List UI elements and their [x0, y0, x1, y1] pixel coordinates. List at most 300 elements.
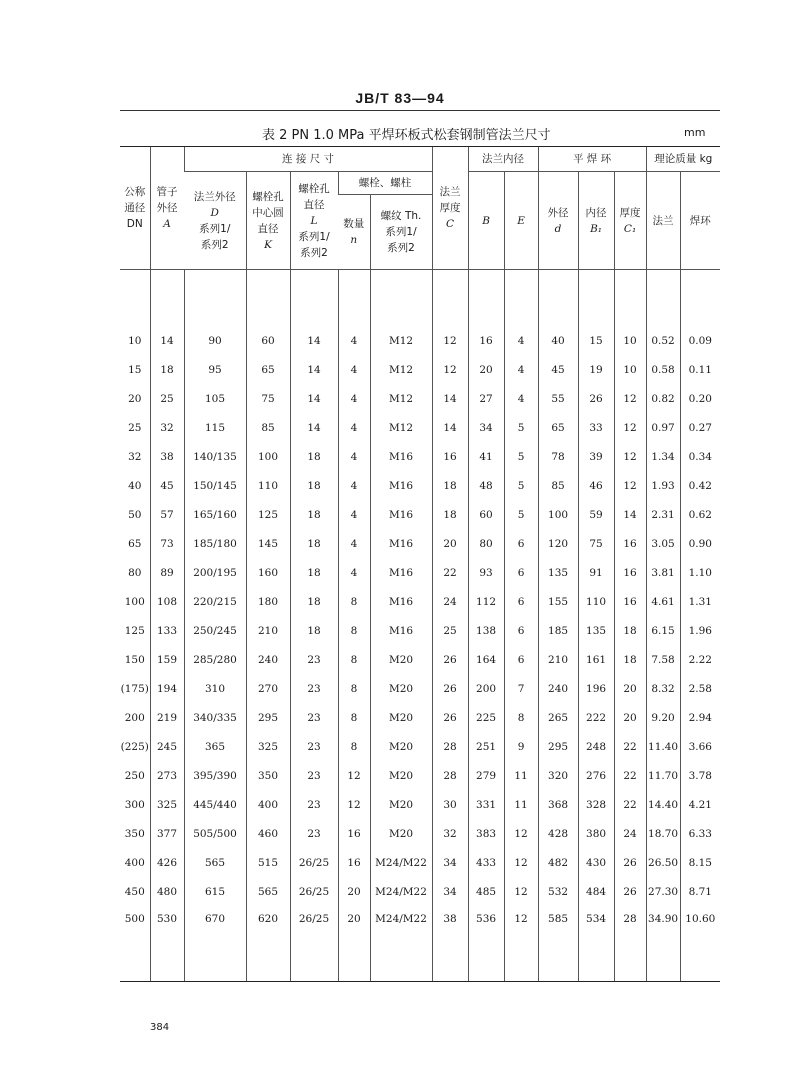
cell-flange-od: 615	[184, 877, 246, 906]
cell-bolt-circle: 145	[246, 529, 290, 558]
cell-dn: 32	[128, 450, 142, 463]
cell-ring-id: 39	[578, 442, 614, 471]
spacer-cell	[370, 270, 432, 327]
cell-dn: 100	[124, 595, 145, 608]
cell-pipe-od: 38	[150, 442, 184, 471]
cell-bolt-hole: 23	[290, 761, 338, 790]
cell-bore-b: 225	[468, 703, 504, 732]
cell-bolt-circle: 400	[246, 790, 290, 819]
cell-flange-od: 200/195	[184, 558, 246, 587]
cell-pipe-od: 159	[150, 645, 184, 674]
cell-ring-od: 40	[538, 326, 578, 355]
cell-bolt-qty: 12	[338, 761, 370, 790]
cell-dn: 125	[124, 624, 145, 637]
cell-bore-b: 164	[468, 645, 504, 674]
cell-flange-od: 285/280	[184, 645, 246, 674]
cell-flange-od: 140/135	[184, 442, 246, 471]
cell-bolt-circle: 210	[246, 616, 290, 645]
table-row	[120, 500, 720, 529]
cell-thread: M12	[370, 355, 432, 384]
cell-dn: 15	[128, 363, 142, 376]
cell-mass-ring: 1.31	[680, 587, 720, 616]
cell-ring-od: 100	[538, 500, 578, 529]
table-row	[120, 326, 720, 355]
cell-ring-od: 78	[538, 442, 578, 471]
cell-mass-ring: 1.96	[680, 616, 720, 645]
table-row	[120, 587, 720, 616]
cell-flange-thickness: 34	[432, 848, 468, 877]
cell-bolt-qty: 8	[338, 587, 370, 616]
cell-pipe-od: 219	[150, 703, 184, 732]
cell-flange-od: 310	[184, 674, 246, 703]
cell-mass-flange: 6.15	[646, 616, 680, 645]
cell-bolt-hole: 23	[290, 790, 338, 819]
cell-flange-thickness: 20	[432, 529, 468, 558]
cell-dn: 300	[124, 798, 145, 811]
cell-bolt-hole: 14	[290, 355, 338, 384]
header-mass-flange: 法兰	[646, 172, 680, 270]
cell-bore-e: 6	[504, 587, 538, 616]
cell-flange-thickness: 26	[432, 674, 468, 703]
cell-mass-flange: 0.58	[646, 355, 680, 384]
cell-bolt-circle: 325	[246, 732, 290, 761]
cell-ring-id: 91	[578, 558, 614, 587]
cell-bolt-hole: 18	[290, 442, 338, 471]
cell-bolt-circle: 460	[246, 819, 290, 848]
cell-ring-od: 428	[538, 819, 578, 848]
cell-ring-id: 430	[578, 848, 614, 877]
cell-ring-id: 380	[578, 819, 614, 848]
cell-bolt-qty: 8	[338, 645, 370, 674]
spacer-cell	[120, 270, 150, 327]
cell-bolt-circle: 60	[246, 326, 290, 355]
cell-ring-thickness: 12	[614, 471, 646, 500]
header-bolt-hole: 螺栓孔 直径 L 系列1/ 系列2	[290, 172, 338, 270]
cell-ring-id: 135	[578, 616, 614, 645]
cell-bore-b: 138	[468, 616, 504, 645]
cell-bore-b: 331	[468, 790, 504, 819]
cell-bolt-circle: 295	[246, 703, 290, 732]
cell-bore-e: 6	[504, 558, 538, 587]
cell-flange-od: 250/245	[184, 616, 246, 645]
cell-bore-e: 12	[504, 877, 538, 906]
cell-flange-od: 165/160	[184, 500, 246, 529]
cell-ring-id: 110	[578, 587, 614, 616]
cell-ring-od: 265	[538, 703, 578, 732]
cell-thread: M24/M22	[370, 877, 432, 906]
cell-bolt-qty: 4	[338, 500, 370, 529]
header-pipe-od: 管子 外径 A	[150, 147, 184, 270]
cell-bore-b: 279	[468, 761, 504, 790]
header-flange-od: 法兰外径 D 系列1/ 系列2	[184, 172, 246, 270]
cell-bore-e: 5	[504, 442, 538, 471]
cell-ring-id: 248	[578, 732, 614, 761]
cell-bolt-qty: 20	[338, 906, 370, 982]
cell-thread: M20	[370, 645, 432, 674]
cell-dn: 20	[128, 392, 142, 405]
table-row	[120, 616, 720, 645]
cell-mass-flange: 18.70	[646, 819, 680, 848]
cell-mass-ring: 0.09	[680, 326, 720, 355]
cell-flange-od: 445/440	[184, 790, 246, 819]
cell-thread: M16	[370, 558, 432, 587]
cell-pipe-od: 25	[150, 384, 184, 413]
cell-thread: M16	[370, 529, 432, 558]
cell-mass-ring: 2.58	[680, 674, 720, 703]
header-ring-thickness: 厚度 C₁	[614, 172, 646, 270]
cell-pipe-od: 89	[150, 558, 184, 587]
cell-mass-flange: 4.61	[646, 587, 680, 616]
cell-ring-od: 65	[538, 413, 578, 442]
cell-bore-b: 27	[468, 384, 504, 413]
cell-thread: M20	[370, 790, 432, 819]
cell-bore-b: 41	[468, 442, 504, 471]
spacer-cell	[290, 270, 338, 327]
cell-bolt-hole: 26/25	[290, 848, 338, 877]
cell-pipe-od: 32	[150, 413, 184, 442]
cell-flange-thickness: 24	[432, 587, 468, 616]
header-bolt-qty: 数量 n	[338, 195, 370, 270]
cell-bolt-circle: 565	[246, 877, 290, 906]
cell-ring-od: 155	[538, 587, 578, 616]
cell-ring-thickness: 18	[614, 645, 646, 674]
cell-ring-thickness: 22	[614, 732, 646, 761]
cell-bore-b: 16	[468, 326, 504, 355]
cell-flange-od: 185/180	[184, 529, 246, 558]
header-flange-thickness: 法兰 厚度 C	[432, 147, 468, 270]
cell-pipe-od: 57	[150, 500, 184, 529]
cell-ring-id: 33	[578, 413, 614, 442]
cell-bore-b: 485	[468, 877, 504, 906]
cell-ring-thickness: 12	[614, 442, 646, 471]
spacer-cell	[646, 270, 680, 327]
table-row	[120, 355, 720, 384]
cell-mass-flange: 11.40	[646, 732, 680, 761]
cell-pipe-od: 45	[150, 471, 184, 500]
table-caption: 表 2 PN 1.0 MPa 平焊环板式松套钢制管法兰尺寸	[262, 128, 551, 143]
cell-ring-od: 210	[538, 645, 578, 674]
header-ring-od: 外径 d	[538, 172, 578, 270]
cell-ring-id: 534	[578, 906, 614, 982]
cell-flange-thickness: 18	[432, 500, 468, 529]
cell-bolt-circle: 75	[246, 384, 290, 413]
cell-mass-ring: 8.15	[680, 848, 720, 877]
spacer-cell	[504, 270, 538, 327]
cell-flange-od: 395/390	[184, 761, 246, 790]
cell-pipe-od: 133	[150, 616, 184, 645]
cell-flange-od: 90	[184, 326, 246, 355]
cell-mass-flange: 27.30	[646, 877, 680, 906]
table-row	[120, 384, 720, 413]
cell-bolt-hole: 18	[290, 500, 338, 529]
cell-mass-ring: 8.71	[680, 877, 720, 906]
cell-mass-ring: 10.60	[680, 906, 720, 982]
cell-flange-od: 670	[184, 906, 246, 982]
cell-ring-thickness: 28	[614, 906, 646, 982]
cell-ring-od: 368	[538, 790, 578, 819]
table-row	[120, 848, 720, 877]
cell-ring-thickness: 18	[614, 616, 646, 645]
cell-bore-e: 4	[504, 384, 538, 413]
cell-flange-od: 115	[184, 413, 246, 442]
cell-pipe-od: 18	[150, 355, 184, 384]
cell-flange-od: 150/145	[184, 471, 246, 500]
cell-ring-od: 585	[538, 906, 578, 982]
cell-bore-b: 112	[468, 587, 504, 616]
cell-bolt-hole: 18	[290, 587, 338, 616]
cell-flange-thickness: 26	[432, 703, 468, 732]
cell-pipe-od: 273	[150, 761, 184, 790]
cell-flange-thickness: 22	[432, 558, 468, 587]
table-row	[120, 413, 720, 442]
cell-mass-ring: 4.21	[680, 790, 720, 819]
table-row	[120, 877, 720, 906]
cell-ring-id: 15	[578, 326, 614, 355]
cell-bolt-qty: 4	[338, 384, 370, 413]
cell-bolt-circle: 270	[246, 674, 290, 703]
cell-ring-thickness: 26	[614, 877, 646, 906]
cell-mass-flange: 2.31	[646, 500, 680, 529]
cell-ring-od: 295	[538, 732, 578, 761]
cell-flange-od: 105	[184, 384, 246, 413]
cell-dn: 40	[128, 479, 142, 492]
cell-bore-b: 433	[468, 848, 504, 877]
cell-pipe-od: 426	[150, 848, 184, 877]
cell-bore-e: 8	[504, 703, 538, 732]
cell-bolt-qty: 4	[338, 355, 370, 384]
cell-ring-od: 45	[538, 355, 578, 384]
table-row	[120, 529, 720, 558]
cell-flange-thickness: 18	[432, 471, 468, 500]
cell-thread: M20	[370, 761, 432, 790]
cell-ring-id: 26	[578, 384, 614, 413]
spacer-cell	[184, 270, 246, 327]
cell-ring-id: 59	[578, 500, 614, 529]
cell-bore-e: 6	[504, 645, 538, 674]
cell-flange-thickness: 16	[432, 442, 468, 471]
cell-flange-thickness: 14	[432, 413, 468, 442]
cell-flange-thickness: 25	[432, 616, 468, 645]
flange-table-container	[120, 146, 720, 982]
table-row	[120, 674, 720, 703]
spacer-cell	[150, 270, 184, 327]
table-row	[120, 471, 720, 500]
cell-bolt-qty: 4	[338, 529, 370, 558]
cell-flange-thickness: 30	[432, 790, 468, 819]
table-row	[120, 790, 720, 819]
cell-mass-flange: 7.58	[646, 645, 680, 674]
cell-mass-ring: 6.33	[680, 819, 720, 848]
cell-bolt-qty: 8	[338, 674, 370, 703]
cell-flange-thickness: 38	[432, 906, 468, 982]
cell-ring-id: 276	[578, 761, 614, 790]
cell-mass-flange: 11.70	[646, 761, 680, 790]
page-number: 384	[150, 1022, 170, 1033]
header-connection-group: 连 接 尺 寸	[184, 147, 432, 172]
flange-dimension-table	[120, 146, 720, 982]
cell-bolt-circle: 350	[246, 761, 290, 790]
cell-bore-b: 536	[468, 906, 504, 982]
cell-ring-id: 19	[578, 355, 614, 384]
cell-dn: 65	[128, 537, 142, 550]
cell-ring-od: 532	[538, 877, 578, 906]
cell-bolt-hole: 23	[290, 819, 338, 848]
cell-bore-e: 6	[504, 616, 538, 645]
spacer-cell	[538, 270, 578, 327]
table-row	[120, 558, 720, 587]
cell-bolt-circle: 160	[246, 558, 290, 587]
cell-ring-id: 328	[578, 790, 614, 819]
cell-pipe-od: 14	[150, 326, 184, 355]
cell-bolt-circle: 515	[246, 848, 290, 877]
cell-bolt-qty: 4	[338, 326, 370, 355]
cell-dn: 450	[124, 885, 145, 898]
cell-bolt-qty: 8	[338, 703, 370, 732]
cell-mass-ring: 2.94	[680, 703, 720, 732]
cell-bolt-qty: 4	[338, 558, 370, 587]
cell-mass-flange: 0.52	[646, 326, 680, 355]
cell-bolt-circle: 85	[246, 413, 290, 442]
cell-pipe-od: 530	[150, 906, 184, 982]
cell-ring-thickness: 24	[614, 819, 646, 848]
cell-bore-e: 12	[504, 848, 538, 877]
spacer-cell	[432, 270, 468, 327]
cell-ring-thickness: 12	[614, 384, 646, 413]
cell-flange-thickness: 12	[432, 355, 468, 384]
cell-dn: 25	[128, 421, 142, 434]
cell-dn: 150	[124, 653, 145, 666]
cell-bore-e: 11	[504, 761, 538, 790]
cell-flange-od: 95	[184, 355, 246, 384]
cell-dn: 50	[128, 508, 142, 521]
cell-bore-e: 7	[504, 674, 538, 703]
cell-pipe-od: 73	[150, 529, 184, 558]
cell-dn: 250	[124, 769, 145, 782]
header-bolt-group: 螺栓、螺柱	[338, 172, 432, 195]
header-mass-group: 理论质量 kg	[646, 147, 720, 172]
cell-dn: (225)	[120, 740, 149, 753]
cell-dn: 10	[128, 334, 142, 347]
cell-bore-e: 6	[504, 529, 538, 558]
cell-ring-thickness: 22	[614, 761, 646, 790]
cell-ring-od: 240	[538, 674, 578, 703]
cell-bore-e: 9	[504, 732, 538, 761]
cell-thread: M16	[370, 616, 432, 645]
cell-bolt-hole: 14	[290, 384, 338, 413]
cell-ring-od: 185	[538, 616, 578, 645]
cell-thread: M16	[370, 500, 432, 529]
cell-bolt-qty: 16	[338, 819, 370, 848]
cell-ring-od: 85	[538, 471, 578, 500]
cell-ring-thickness: 20	[614, 703, 646, 732]
cell-bolt-qty: 8	[338, 616, 370, 645]
cell-bolt-hole: 18	[290, 616, 338, 645]
cell-ring-od: 135	[538, 558, 578, 587]
cell-bolt-qty: 4	[338, 442, 370, 471]
cell-bolt-hole: 14	[290, 326, 338, 355]
cell-flange-od: 565	[184, 848, 246, 877]
cell-dn: 500	[120, 906, 150, 982]
header-dn: 公称 通径 DN	[120, 147, 150, 270]
cell-mass-ring: 0.27	[680, 413, 720, 442]
cell-ring-thickness: 12	[614, 413, 646, 442]
cell-bolt-hole: 23	[290, 732, 338, 761]
cell-bolt-hole: 26/25	[290, 906, 338, 982]
cell-bore-b: 93	[468, 558, 504, 587]
header-ring-group: 平 焊 环	[538, 147, 646, 172]
cell-bore-b: 251	[468, 732, 504, 761]
unit-label: mm	[684, 126, 706, 139]
cell-flange-thickness: 12	[432, 326, 468, 355]
cell-pipe-od: 245	[150, 732, 184, 761]
cell-bolt-circle: 110	[246, 471, 290, 500]
cell-mass-flange: 26.50	[646, 848, 680, 877]
cell-mass-ring: 3.66	[680, 732, 720, 761]
spacer-cell	[578, 270, 614, 327]
spacer-cell	[614, 270, 646, 327]
cell-bolt-circle: 240	[246, 645, 290, 674]
cell-ring-thickness: 10	[614, 355, 646, 384]
cell-mass-ring: 1.10	[680, 558, 720, 587]
cell-bolt-hole: 14	[290, 413, 338, 442]
cell-flange-thickness: 34	[432, 877, 468, 906]
cell-dn: 200	[124, 711, 145, 724]
cell-mass-flange: 1.34	[646, 442, 680, 471]
cell-bore-b: 34	[468, 413, 504, 442]
cell-bolt-hole: 23	[290, 703, 338, 732]
table-row	[120, 906, 720, 982]
cell-ring-thickness: 16	[614, 558, 646, 587]
cell-thread: M16	[370, 471, 432, 500]
header-rule	[120, 110, 720, 111]
table-row	[120, 761, 720, 790]
cell-bolt-circle: 180	[246, 587, 290, 616]
cell-thread: M12	[370, 413, 432, 442]
cell-flange-thickness: 14	[432, 384, 468, 413]
cell-mass-flange: 9.20	[646, 703, 680, 732]
cell-ring-od: 320	[538, 761, 578, 790]
cell-pipe-od: 377	[150, 819, 184, 848]
cell-bore-b: 383	[468, 819, 504, 848]
cell-flange-thickness: 28	[432, 732, 468, 761]
cell-dn: 400	[124, 856, 145, 869]
cell-bolt-qty: 4	[338, 471, 370, 500]
cell-bolt-qty: 8	[338, 732, 370, 761]
spacer-cell	[246, 270, 290, 327]
cell-pipe-od: 194	[150, 674, 184, 703]
cell-dn: (175)	[120, 682, 149, 695]
cell-dn: 350	[124, 827, 145, 840]
cell-bore-e: 11	[504, 790, 538, 819]
table-row	[120, 819, 720, 848]
cell-ring-id: 46	[578, 471, 614, 500]
cell-mass-ring: 0.42	[680, 471, 720, 500]
cell-ring-thickness: 16	[614, 587, 646, 616]
standard-number: JB/T 83—94	[355, 90, 445, 106]
cell-pipe-od: 325	[150, 790, 184, 819]
cell-bore-e: 5	[504, 471, 538, 500]
cell-ring-id: 75	[578, 529, 614, 558]
cell-mass-flange: 0.82	[646, 384, 680, 413]
header-bolt-circle: 螺栓孔 中心圆 直径 K	[246, 172, 290, 270]
cell-ring-thickness: 26	[614, 848, 646, 877]
cell-mass-ring: 3.78	[680, 761, 720, 790]
cell-mass-flange: 0.97	[646, 413, 680, 442]
cell-ring-od: 482	[538, 848, 578, 877]
cell-thread: M16	[370, 442, 432, 471]
cell-ring-thickness: 14	[614, 500, 646, 529]
cell-mass-flange: 3.05	[646, 529, 680, 558]
